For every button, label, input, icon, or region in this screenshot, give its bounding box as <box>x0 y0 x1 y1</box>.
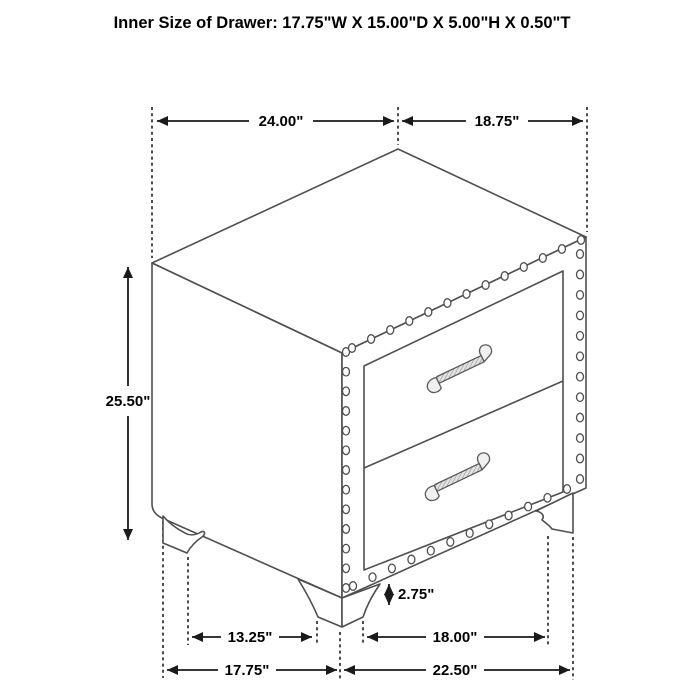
dim-leg-height <box>389 584 434 605</box>
dim-top-width <box>157 113 394 130</box>
dim-height <box>106 267 151 540</box>
dim-label-front-leg-span: 18.00" <box>432 629 478 646</box>
dim-label-front-overall: 22.50" <box>432 662 478 679</box>
dim-label-side-overall: 17.75" <box>224 662 270 679</box>
dim-label-top-width: 24.00" <box>258 113 304 130</box>
dim-label-side-leg-span: 13.25" <box>227 629 273 646</box>
nightstand-drawing <box>152 149 586 627</box>
dim-side-leg-span <box>192 629 312 646</box>
dim-label-height: 25.50" <box>105 393 151 410</box>
dim-front-overall <box>344 662 570 679</box>
dim-side-overall <box>167 662 337 679</box>
dim-label-top-depth: 18.75" <box>474 113 520 130</box>
dim-front-leg-span <box>367 629 545 646</box>
drawing-title: Inner Size of Drawer: 17.75"W X 15.00"D X 5.00"H X 0.50"T <box>113 14 571 32</box>
dim-top-depth <box>402 113 583 130</box>
dim-label-leg-height: 2.75" <box>398 586 435 603</box>
